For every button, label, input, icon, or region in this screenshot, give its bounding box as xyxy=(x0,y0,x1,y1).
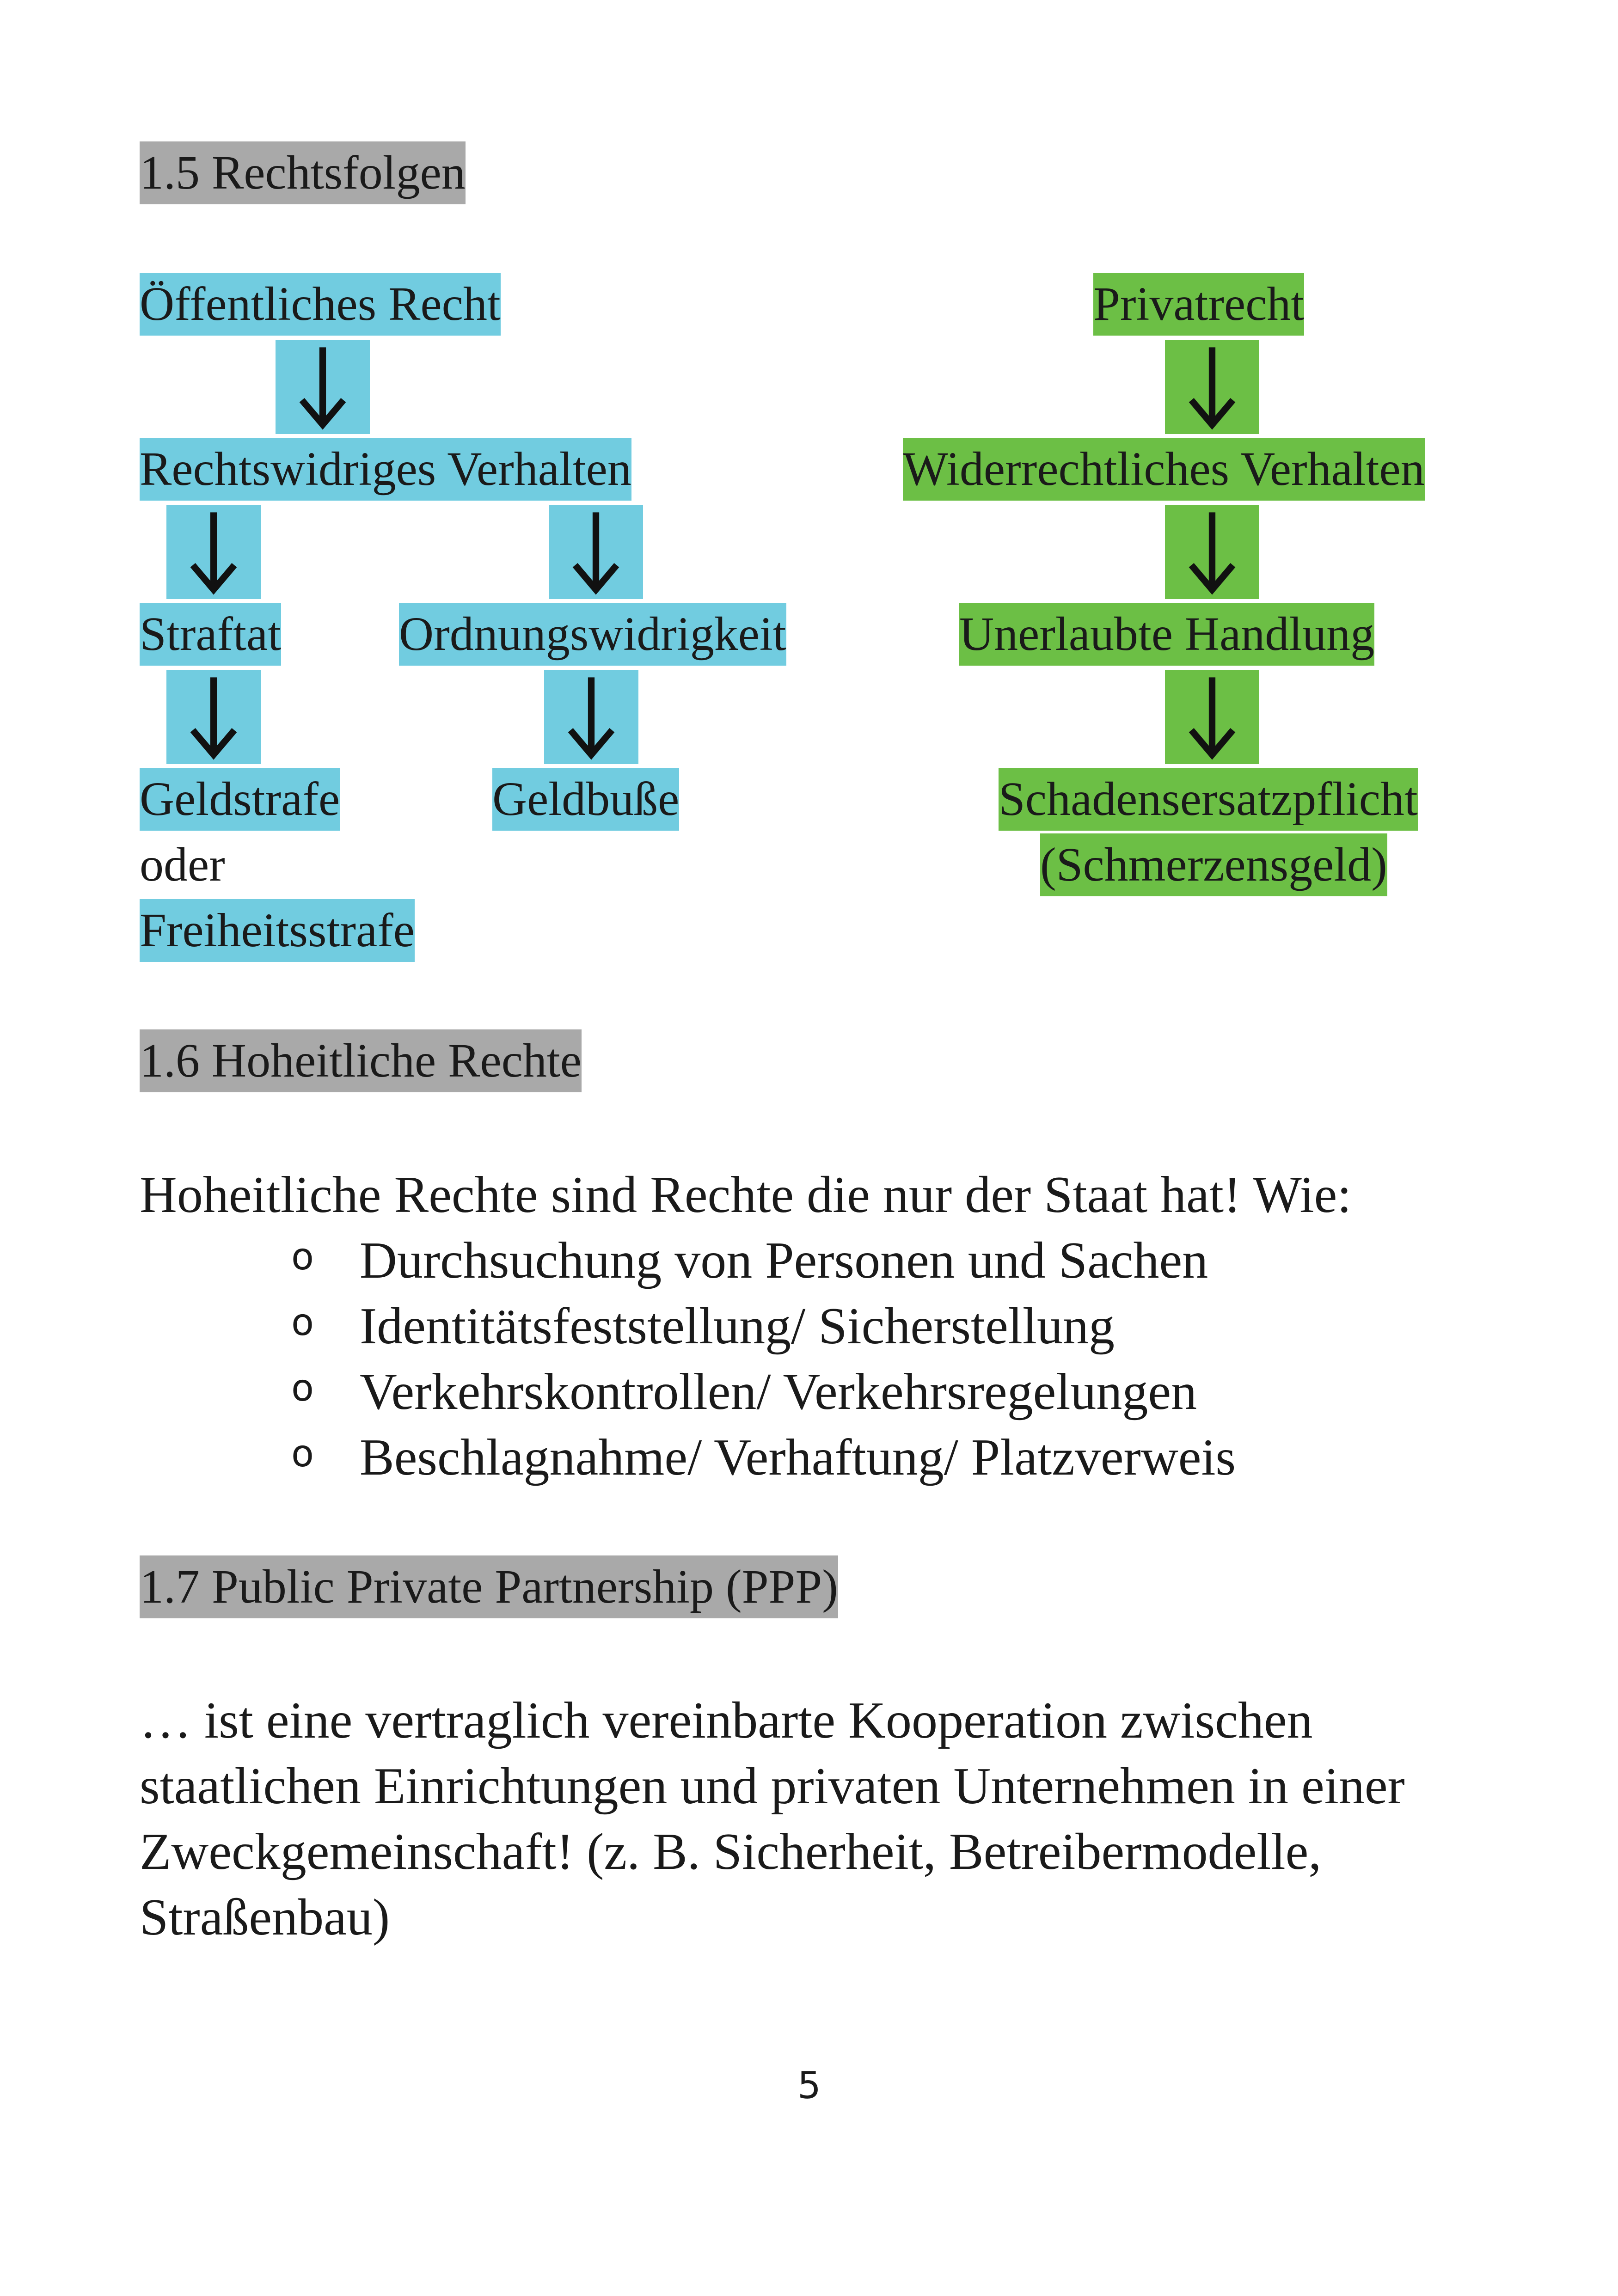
list-bullet: o xyxy=(291,1235,314,1278)
hoheit-intro: Hoheitliche Rechte sind Rechte die nur der Staat hat! Wie: xyxy=(140,1166,1352,1224)
heading-1-7: 1.7 Public Private Partnership (PPP) xyxy=(140,1555,838,1618)
heading-1-6: 1.6 Hoheitliche Rechte xyxy=(140,1029,582,1092)
paragraph-line: staatlichen Einrichtungen und privaten Unternehmen in einer xyxy=(140,1757,1405,1815)
heading-1-5: 1.5 Rechtsfolgen xyxy=(140,141,466,204)
down-arrow-icon xyxy=(1165,505,1259,599)
down-arrow-icon xyxy=(166,505,261,599)
list-item: Identitätsfeststellung/ Sicherstellung xyxy=(360,1298,1115,1355)
paragraph-line: Zweckgemeinschaft! (z. B. Sicherheit, Betreibermodelle, xyxy=(140,1823,1322,1880)
imprisonment-box: Freiheitsstrafe xyxy=(140,899,415,962)
private-law-box: Privatrecht xyxy=(1093,273,1304,336)
list-item: Durchsuchung von Personen und Sachen xyxy=(360,1232,1208,1289)
paragraph-line: … ist eine vertraglich vereinbarte Kooperation zwischen xyxy=(140,1692,1313,1749)
list-bullet: o xyxy=(291,1366,314,1409)
unlawful-conduct-box: Rechtswidriges Verhalten xyxy=(140,438,631,501)
or-label: oder xyxy=(140,838,225,891)
down-arrow-icon xyxy=(276,340,370,434)
list-bullet: o xyxy=(291,1432,314,1475)
down-arrow-icon xyxy=(1165,340,1259,434)
pain-and-suffering-box: (Schmerzensgeld) xyxy=(1040,833,1387,896)
down-arrow-icon xyxy=(166,670,261,764)
down-arrow-icon xyxy=(544,670,638,764)
page-number: 5 xyxy=(797,2064,821,2107)
list-item: Verkehrskontrollen/ Verkehrsregelungen xyxy=(360,1363,1197,1420)
paragraph-line: Straßenbau) xyxy=(140,1889,390,1946)
fine-box: Geldstrafe xyxy=(140,768,340,831)
wrongful-conduct-box: Widerrechtliches Verhalten xyxy=(903,438,1425,501)
list-item: Beschlagnahme/ Verhaftung/ Platzverweis xyxy=(360,1429,1236,1486)
criminal-offense-box: Straftat xyxy=(140,603,281,666)
public-law-box: Öffentliches Recht xyxy=(140,273,501,336)
administrative-offense-box: Ordnungswidrigkeit xyxy=(399,603,786,666)
down-arrow-icon xyxy=(1165,670,1259,764)
damages-box: Schadensersatzpflicht xyxy=(999,768,1418,831)
down-arrow-icon xyxy=(549,505,643,599)
administrative-fine-box: Geldbuße xyxy=(492,768,679,831)
list-bullet: o xyxy=(291,1301,314,1344)
tort-box: Unerlaubte Handlung xyxy=(959,603,1374,666)
